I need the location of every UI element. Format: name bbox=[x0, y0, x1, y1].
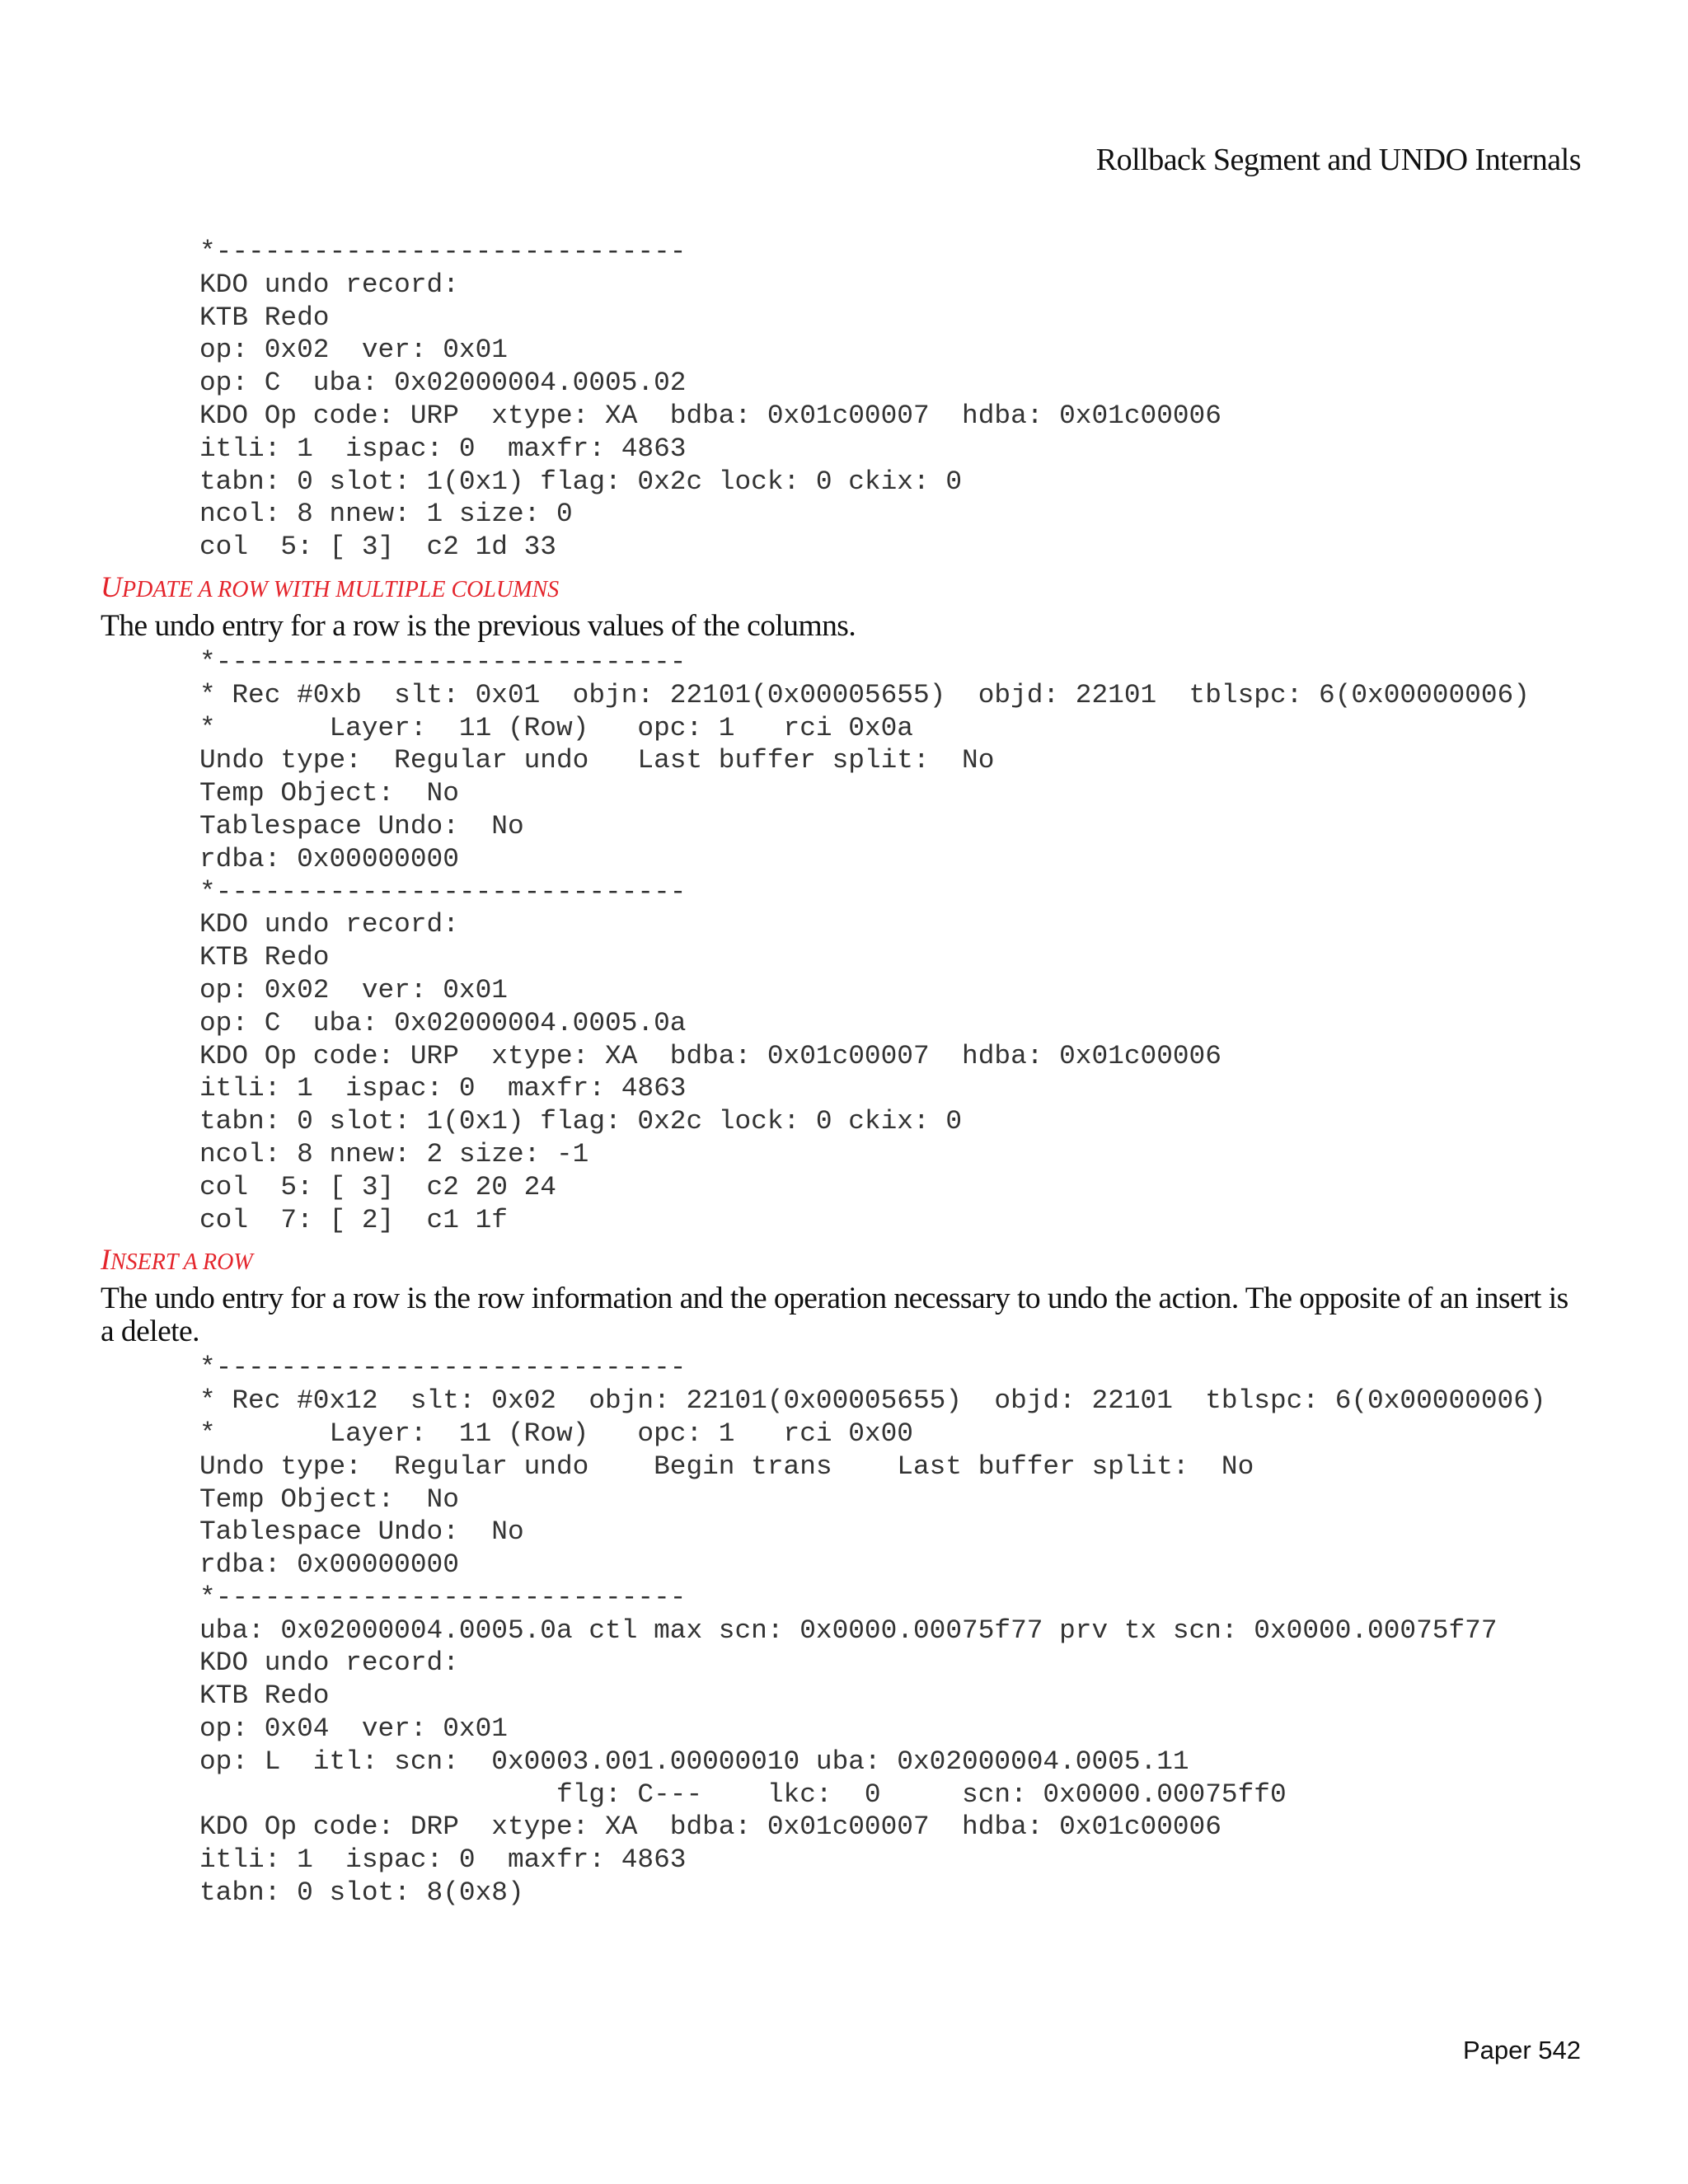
heading-rest: PDATE A ROW WITH MULTIPLE COLUMNS bbox=[122, 576, 560, 602]
code-block-3: *----------------------------- * Rec #0x12 slt: 0x02 objn: 22101(0x00005655) objd: 22101 tblspc: 6(0x00000006) * Layer: 11 (Row) opc: 1 rci 0x00 Undo type: Regular undo Begin trans Last buffer split: No Temp Object: No Tablespace Undo: No rdba: 0x00000000 *----------------------------- uba: 0x02000004.0005.0a ctl max scn: 0x0000.00075f77 prv tx scn: 0x0000.00075f77 KDO undo record: KTB Redo op: 0x04 ver: 0x01 op: L itl: scn: 0x0003.001.00000010 uba: 0x02000004.0005.11 flg: C--- lkc: 0 scn: 0x0000.00075ff0 KDO Op code: DRP xtype: XA bdba: 0x01c00007 hdba: 0x01c00006 itli: 1 ispac: 0 maxfr: 4863 tabn: 0 slot: 8(0x8) bbox=[199, 1352, 1546, 1909]
code-block-2: *----------------------------- * Rec #0xb slt: 0x01 objn: 22101(0x00005655) objd: 22101 tblspc: 6(0x00000006) * Layer: 11 (Row) opc: 1 rci 0x0a Undo type: Regular undo Last buffer split: No Temp Object: No Tablespace Undo: No rdba: 0x00000000 *----------------------------- KDO undo record: KTB Redo op: 0x02 ver: 0x01 op: C uba: 0x02000004.0005.0a KDO Op code: URP xtype: XA bdba: 0x01c00007 hdba: 0x01c00006 itli: 1 ispac: 0 maxfr: 4863 tabn: 0 slot: 1(0x1) flag: 0x2c lock: 0 ckix: 0 ncol: 8 nnew: 2 size: -1 col 5: [ 3] c2 20 24 col 7: [ 2] c1 1f bbox=[199, 646, 1530, 1235]
paragraph-insert-row: The undo entry for a row is the row information and the operation necessary to undo the action. The opposite of an insert is a delete. bbox=[101, 1282, 1568, 1349]
running-head-title: Rollback Segment and UNDO Internals bbox=[1095, 143, 1581, 177]
footer-paper-label: Paper 542 bbox=[1462, 2036, 1581, 2064]
code-block-1: *----------------------------- KDO undo record: KTB Redo op: 0x02 ver: 0x01 op: C uba: 0x02000004.0005.02 KDO Op code: URP xtype: XA bdba: 0x01c00007 hdba: 0x01c00006 itli: 1 ispac: 0 maxfr: 4863 tabn: 0 slot: 1(0x1) flag: 0x2c lock: 0 ckix: 0 ncol: 8 nnew: 1 size: 0 col 5: [ 3] c2 1d 33 bbox=[199, 237, 1221, 563]
heading-initial: I bbox=[101, 1243, 110, 1277]
section-heading-insert-row bbox=[101, 1241, 1584, 1281]
page-body bbox=[101, 236, 1584, 1910]
paragraph-update-multiple-columns: The undo entry for a row is the previous values of the columns. bbox=[101, 608, 856, 643]
section-heading-update-multiple-columns bbox=[101, 569, 1584, 608]
heading-initial: U bbox=[101, 569, 122, 603]
heading-rest: NSERT A ROW bbox=[110, 1249, 253, 1276]
